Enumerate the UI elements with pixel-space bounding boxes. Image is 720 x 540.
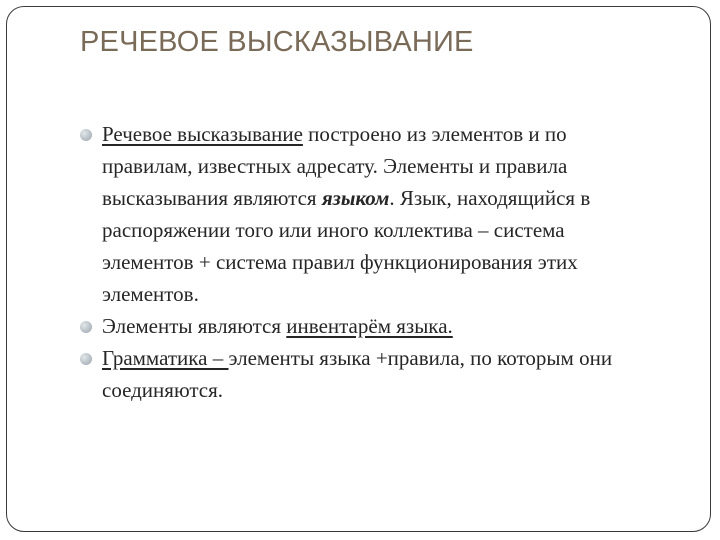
bullet-item-elements: [80, 310, 660, 342]
bullet-list: [80, 118, 660, 406]
term-language: языком: [321, 186, 390, 210]
term-inventory: инвентарём языка.: [286, 314, 453, 338]
bullet-text: Элементы являются: [102, 314, 287, 338]
bullet-icon: [80, 321, 92, 333]
bullet-item-speech-utterance: [80, 118, 660, 310]
bullet-text: . Язык, находящийся в распоряжении того или иного коллектива – система элементов + система правил функционирования этих элементов.: [102, 186, 591, 306]
term-speech-utterance: Речевое высказывание: [102, 122, 303, 146]
bullet-text: элементы языка +правила, по которым они соединяются.: [102, 346, 613, 402]
bullet-icon: [80, 129, 92, 141]
bullet-item-grammar: [80, 342, 660, 406]
bullet-icon: [80, 353, 92, 365]
slide-title: РЕЧЕВОЕ ВЫСКАЗЫВАНИЕ: [80, 26, 474, 58]
bullet-text: построено из элементов и по правилам, известных адресату. Элементы и правила высказывания являются: [102, 122, 568, 210]
term-grammar: Грамматика –: [102, 346, 229, 370]
